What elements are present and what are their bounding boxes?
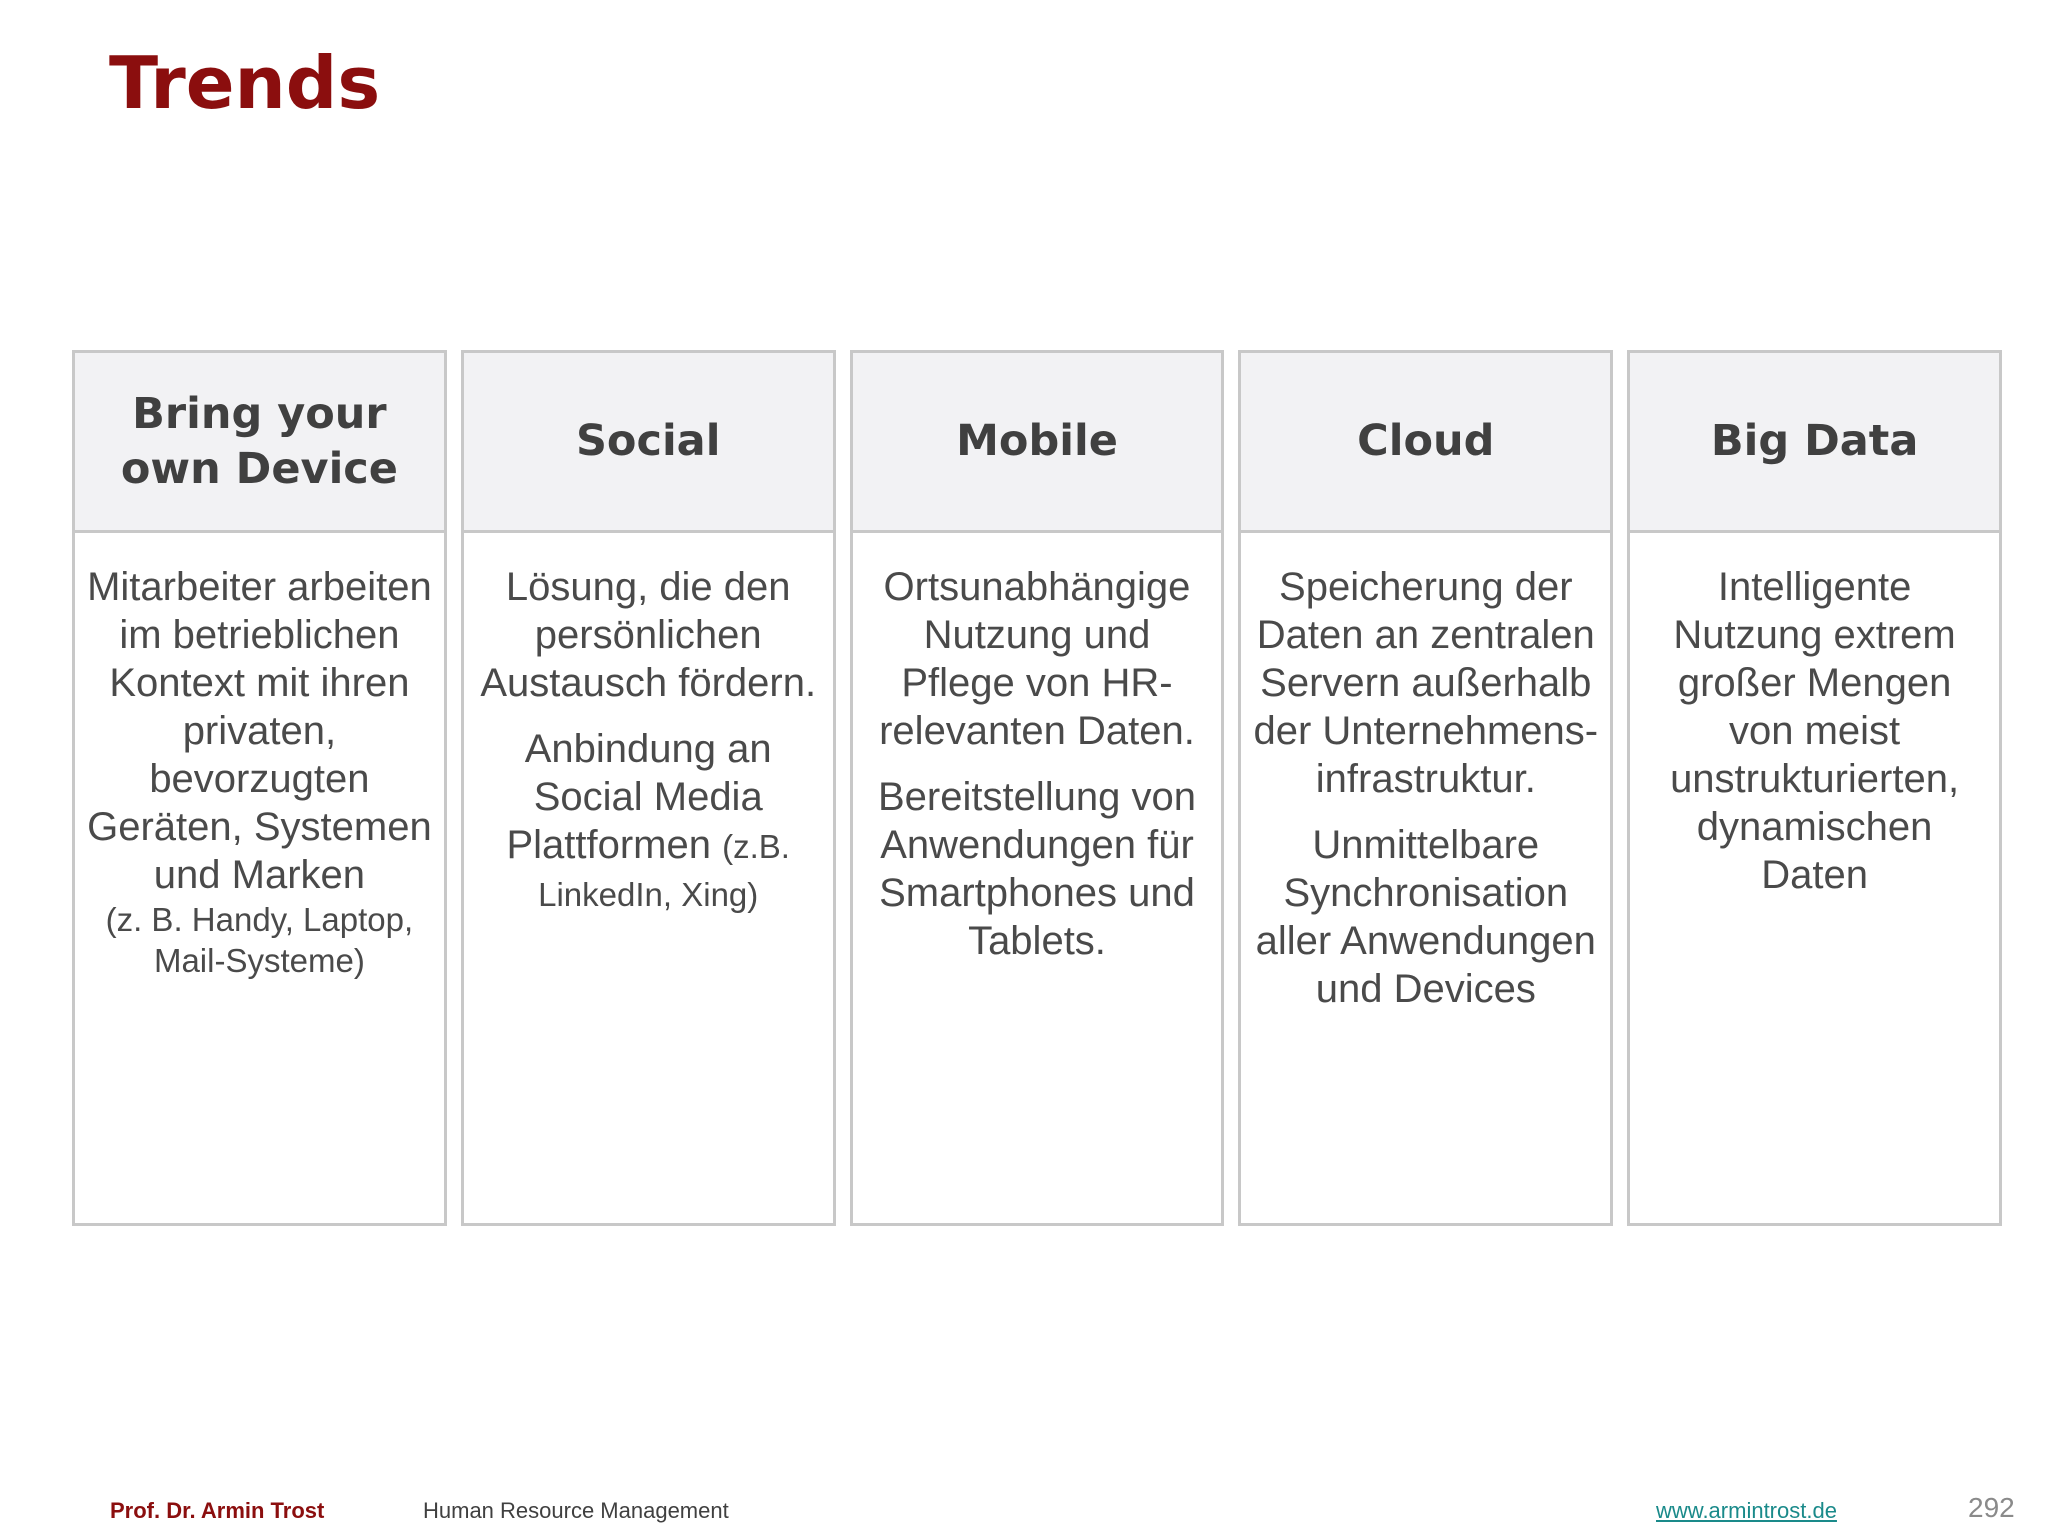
footer-author: Prof. Dr. Armin Trost (110, 1498, 325, 1523)
column-note: (z. B. Handy, Laptop, Mail-Systeme) (105, 901, 414, 979)
page-number: 292 (1968, 1492, 2015, 1523)
column-heading: Bring your own Device (75, 353, 444, 533)
footer-website-link[interactable]: www.armintrost.de (1656, 1498, 1837, 1523)
footer (0, 1490, 2048, 1530)
trend-column-big-data (1627, 350, 2002, 1226)
trend-column-byod (72, 350, 447, 1226)
column-text: Unmittelbare Synchronisation aller Anwendungen und Devices (1255, 823, 1596, 1011)
column-text: Intelligente Nutzung extrem großer Mengen von meist unstrukturierten, dynamischen Daten (1670, 565, 1960, 897)
column-body (1241, 533, 1610, 1223)
column-text: Speicherung der Daten an zentralen Servern außerhalb der Unternehmens-infrastruktur. (1253, 565, 1599, 801)
column-body (75, 533, 444, 1223)
slide-title: Trends (109, 41, 381, 125)
trend-column-mobile (850, 350, 1225, 1226)
column-text: Bereitstellung von Anwendungen für Smartphones und Tablets. (878, 775, 1196, 963)
column-body (1630, 533, 1999, 1223)
column-text: Lösung, die den persönlichen Austausch fördern. (480, 565, 817, 705)
column-body (464, 533, 833, 1223)
column-text: Anbindung an Social Media Plattformen (506, 727, 772, 867)
column-text: Mitarbeiter arbeiten im betrieblichen Kontext mit ihren privaten, bevorzugten Geräten, Systemen und Marken (87, 565, 432, 897)
trend-column-cloud (1238, 350, 1613, 1226)
trend-column-social (461, 350, 836, 1226)
column-note: (z.B. LinkedIn, Xing) (538, 828, 790, 913)
column-heading: Social (464, 353, 833, 533)
footer-course: Human Resource Management (423, 1498, 729, 1523)
column-heading: Mobile (853, 353, 1222, 533)
column-heading: Big Data (1630, 353, 1999, 533)
trend-columns (72, 350, 2002, 1226)
column-body (853, 533, 1222, 1223)
column-text: Ortsunabhängige Nutzung und Pflege von HR-relevanten Daten. (879, 565, 1195, 753)
column-heading: Cloud (1241, 353, 1610, 533)
